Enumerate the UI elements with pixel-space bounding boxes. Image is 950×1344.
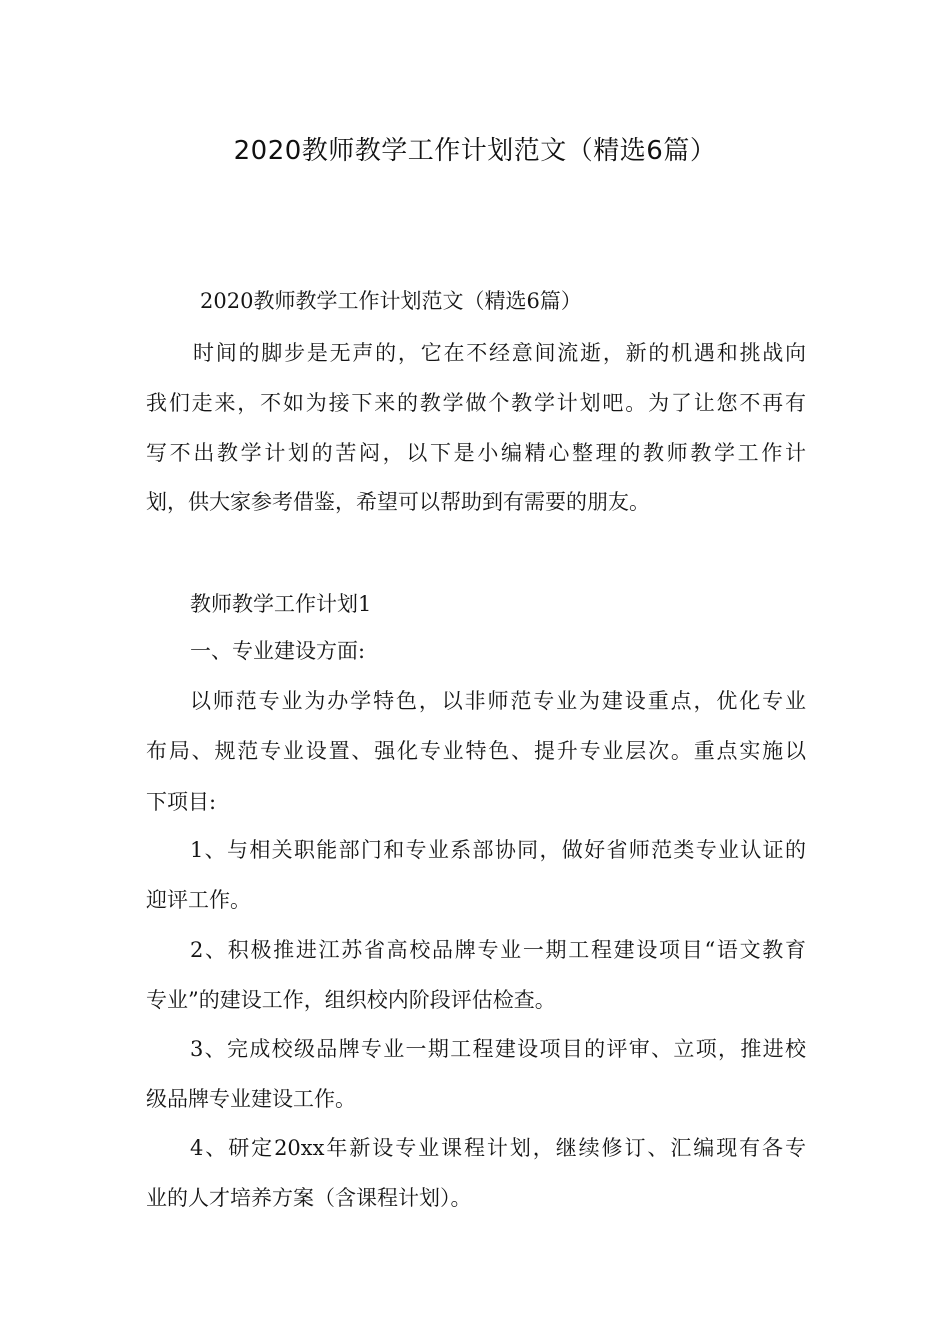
list-item-line: 业的人才培养方案（含课程计划）。 [146, 1186, 472, 1210]
paragraph-line: 划，供大家参考借鉴，希望可以帮助到有需要的朋友。 [146, 490, 650, 514]
list-item-line: 1、与相关职能部门和专业系部协同，做好省师范类专业认证的 [190, 838, 806, 862]
subsection-heading: 一、专业建设方面: [190, 639, 366, 663]
paragraph-line: 布局、规范专业设置、强化专业特色、提升专业层次。重点实施以 [146, 739, 806, 763]
list-item-line: 2、积极推进江苏省高校品牌专业一期工程建设项目“语文教育 [190, 938, 806, 962]
list-item-line: 专业”的建设工作，组织校内阶段评估检查。 [146, 988, 556, 1012]
document-title: 2020教师教学工作计划范文（精选6篇） [233, 136, 717, 166]
paragraph-line: 时间的脚步是无声的，它在不经意间流逝，新的机遇和挑战向 [193, 341, 806, 365]
paragraph-line: 我们走来，不如为接下来的教学做个教学计划吧。为了让您不再有 [146, 391, 806, 415]
paragraph-line: 写不出教学计划的苦闷，以下是小编精心整理的教师教学工作计 [146, 441, 806, 465]
paragraph-line: 下项目: [146, 790, 217, 814]
list-item-line: 级品牌专业建设工作。 [146, 1087, 356, 1111]
paragraph-line: 以师范专业为办学特色，以非师范专业为建设重点，优化专业 [190, 689, 806, 713]
list-item-line: 4、研定20xx年新设专业课程计划，继续修订、汇编现有各专 [190, 1136, 806, 1160]
subtitle-line: 2020教师教学工作计划范文（精选6篇） [200, 289, 582, 313]
section-heading: 教师教学工作计划1 [190, 592, 372, 616]
list-item-line: 迎评工作。 [146, 888, 251, 912]
list-item-line: 3、完成校级品牌专业一期工程建设项目的评审、立项，推进校 [190, 1037, 806, 1061]
